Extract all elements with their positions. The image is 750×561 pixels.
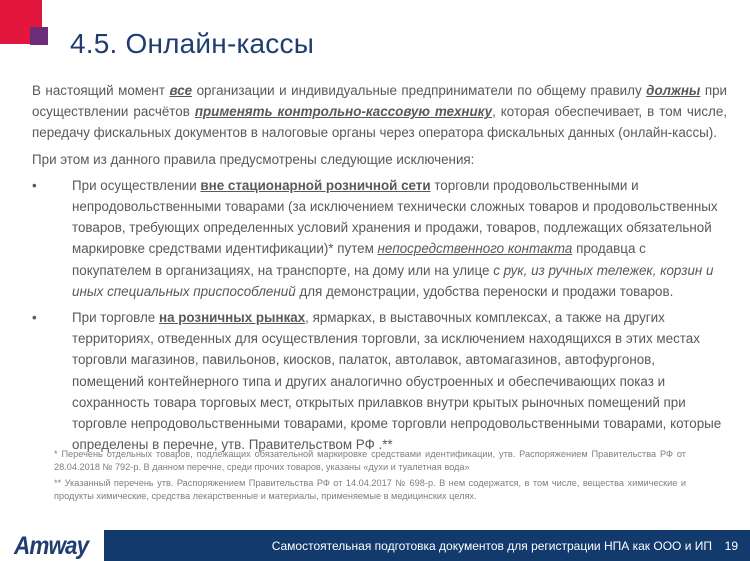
footnote-2: ** Указанный перечень утв. Распоряжением Правительства РФ от 14.04.2017 № 698-р. В нем содержатся, в том числе, вещества химические и продукты химические, средства лекарственные и материалы, применяемые в медицинских целях. xyxy=(54,477,686,502)
page-number: 19 xyxy=(724,539,738,553)
amway-logo: Amway xyxy=(14,532,89,560)
footer-caption: Самостоятельная подготовка документов для регистрации НПА как ООО и ИП xyxy=(271,539,712,553)
footnote-1: * Перечень отдельных товаров, подлежащих обязательной маркировке средствами идентификации, утв. Распоряжением Правительства РФ от 28.04.2018 № 792-р. В данном перечне, среди прочих товаров, указаны «духи и туалетная вода» xyxy=(54,449,686,473)
exceptions-lead: При этом из данного правила предусмотрены следующие исключения: xyxy=(32,151,475,167)
intro-paragraph: В настоящий момент все организации и индивидуальные предприниматели по общему правилу должны при осуществлении расчётов применять контрольно-кассовую технику, которая обеспечивает, в том числе, передачу фискальных документов в налоговые органы через оператора фискальных данных (онлайн-кассы). xyxy=(32,83,728,141)
bullet-marker: • xyxy=(32,177,37,193)
slide-title: 4.5. Онлайн-кассы xyxy=(70,28,315,59)
bullet-marker: • xyxy=(32,310,37,326)
footer-bar xyxy=(104,530,750,561)
exception-bullet-2: • При торговле на розничных рынках, ярмарках, в выставочных комплексах, а также на других территориях, отведенных для осуществления торговли, за исключением находящихся в этих местах торговли магазинов, павильонов, киосков, палаток, автолавок, автомагазинов, автофургонов, помещений контейнерного типа и других аналогично обустроенных и обеспечивающих показ и сохранность товара торговых мест, открытых прилавков внутри крытых рыночных помещений при торговле непродовольственными товарами, кроме торговли непродовольственными товарами, которые определены в перечне, утв. Правительством РФ .** xyxy=(32,307,727,455)
footnotes xyxy=(54,448,686,506)
exception-bullet-1: • При осуществлении вне стационарной розничной сети торговли продовольственными и непродовольственными товарами (за исключением технически сложных товаров и продовольственных товаров, требующих определенных условий хранения и продажи, товаров, подлежащих обязательной маркировке средствами идентификации)* путем непосредственного контакта продавца с покупателем в организациях, на транспорте, на дому или на улице с рук, из ручных тележек, корзин и иных специальных приспособлений для демонстрации, удобства переноски и продажи товаров. xyxy=(32,175,727,302)
decor-purple-square xyxy=(30,27,48,45)
slide-body xyxy=(32,80,727,455)
